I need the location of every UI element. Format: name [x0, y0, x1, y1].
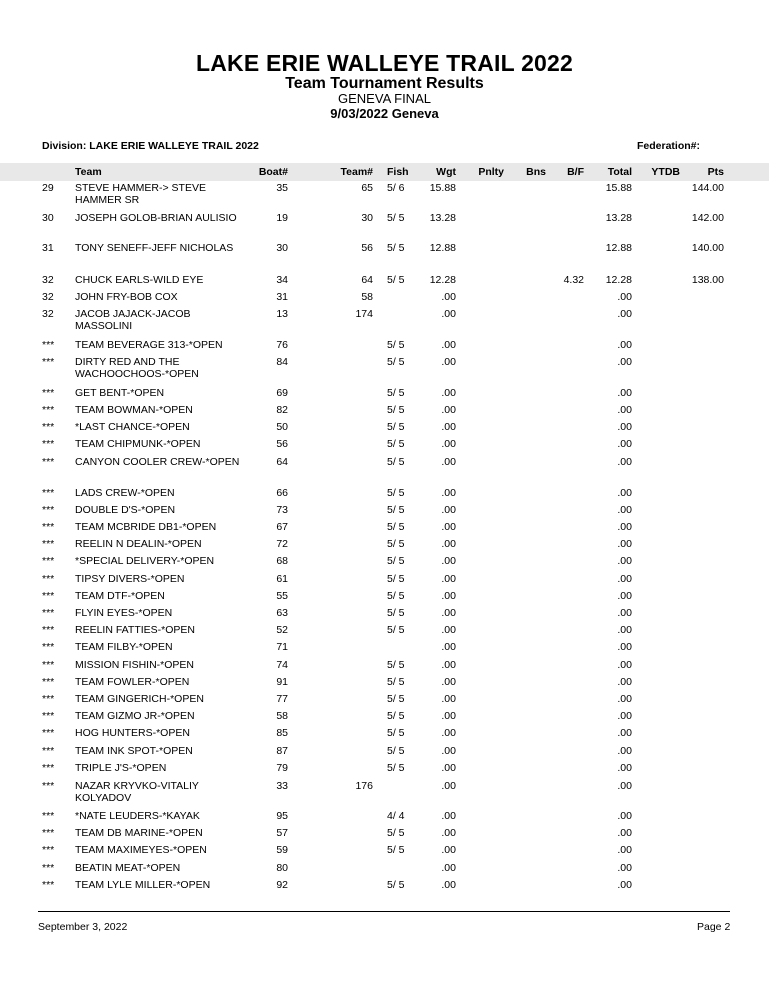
cell-team: TEAM MAXIMEYES-*OPEN — [75, 844, 207, 856]
cell-team: REELIN N DEALIN-*OPEN — [75, 538, 202, 550]
cell-place: *** — [42, 641, 55, 653]
cell-team-number: 64 — [361, 274, 373, 286]
cell-place: 32 — [42, 291, 54, 303]
cell-fish: 5/ 5 — [387, 762, 405, 774]
cell-team: LADS CREW-*OPEN — [75, 487, 175, 499]
cell-team: TEAM LYLE MILLER-*OPEN — [75, 879, 211, 891]
cell-weight: .00 — [441, 438, 456, 450]
cell-total: .00 — [617, 827, 632, 839]
cell-boat: 55 — [276, 590, 288, 602]
cell-place: *** — [42, 521, 55, 533]
cell-team: *NATE LEUDERS-*KAYAK — [75, 810, 200, 822]
footer-date: September 3, 2022 — [38, 921, 128, 933]
cell-weight: .00 — [441, 827, 456, 839]
cell-team: TEAM MCBRIDE DB1-*OPEN — [75, 521, 217, 533]
cell-total: .00 — [617, 590, 632, 602]
cell-fish: 5/ 5 — [387, 504, 405, 516]
report-subtitle: Team Tournament Results — [285, 75, 484, 92]
cell-boat: 33 — [276, 780, 288, 792]
cell-team: *LAST CHANCE-*OPEN — [75, 421, 190, 433]
cell-team: TEAM BEVERAGE 313-*OPEN — [75, 339, 223, 351]
cell-weight: 12.88 — [429, 242, 456, 254]
cell-team: TEAM GINGERICH-*OPEN — [75, 693, 204, 705]
cell-weight: .00 — [441, 308, 456, 320]
cell-total: .00 — [617, 810, 632, 822]
col-fish: Fish — [387, 166, 409, 178]
cell-weight: 13.28 — [429, 212, 456, 224]
cell-team: DIRTY RED AND THE WACHOOCHOOS-*OPEN — [75, 356, 199, 380]
report-title: LAKE ERIE WALLEYE TRAIL 2022 — [195, 50, 574, 76]
cell-boat: 13 — [276, 308, 288, 320]
cell-boat: 30 — [276, 242, 288, 254]
cell-total: .00 — [617, 745, 632, 757]
cell-big-fish: 4.32 — [563, 274, 584, 286]
cell-team-number: 65 — [361, 182, 373, 194]
federation-label: Federation#: — [637, 140, 701, 152]
cell-boat: 35 — [276, 182, 288, 194]
cell-weight: .00 — [441, 762, 456, 774]
cell-boat: 68 — [276, 555, 288, 567]
cell-total: .00 — [617, 456, 632, 468]
cell-place: *** — [42, 827, 55, 839]
cell-fish: 5/ 6 — [387, 182, 405, 194]
cell-team: TEAM INK SPOT-*OPEN — [75, 745, 193, 757]
cell-boat: 34 — [276, 274, 288, 286]
cell-boat: 19 — [276, 212, 288, 224]
cell-fish: 5/ 5 — [387, 521, 405, 533]
cell-team: BEATIN MEAT-*OPEN — [75, 862, 181, 874]
cell-place: *** — [42, 659, 55, 671]
cell-total: .00 — [617, 521, 632, 533]
col-team: Team — [75, 166, 102, 178]
cell-team-number: 58 — [361, 291, 373, 303]
cell-weight: .00 — [441, 356, 456, 368]
col-points: Pts — [707, 166, 724, 178]
col-total: Total — [607, 166, 632, 178]
cell-fish: 5/ 5 — [387, 387, 405, 399]
cell-boat: 73 — [276, 504, 288, 516]
report-header — [0, 50, 769, 121]
cell-boat: 56 — [276, 438, 288, 450]
col-team-number: Team# — [340, 166, 373, 178]
cell-team: TEAM DB MARINE-*OPEN — [75, 827, 203, 839]
cell-boat: 69 — [276, 387, 288, 399]
cell-place: *** — [42, 538, 55, 550]
cell-fish: 5/ 5 — [387, 827, 405, 839]
cell-total: .00 — [617, 438, 632, 450]
cell-weight: .00 — [441, 456, 456, 468]
cell-points: 144.00 — [691, 182, 724, 194]
cell-team: FLYIN EYES-*OPEN — [75, 607, 173, 619]
cell-boat: 84 — [276, 356, 288, 368]
cell-place: *** — [42, 421, 55, 433]
cell-boat: 79 — [276, 762, 288, 774]
cell-team-number: 176 — [355, 780, 373, 792]
cell-fish: 5/ 5 — [387, 274, 405, 286]
cell-boat: 91 — [276, 676, 288, 688]
cell-boat: 71 — [276, 641, 288, 653]
cell-boat: 67 — [276, 521, 288, 533]
col-bonus: Bns — [526, 166, 546, 178]
event-date-location: 9/03/2022 Geneva — [330, 106, 439, 121]
col-penalty: Pnlty — [478, 166, 504, 178]
cell-total: .00 — [617, 487, 632, 499]
cell-place: *** — [42, 607, 55, 619]
cell-team: TEAM GIZMO JR-*OPEN — [75, 710, 195, 722]
cell-fish: 5/ 5 — [387, 710, 405, 722]
cell-total: .00 — [617, 693, 632, 705]
cell-total: 13.28 — [605, 212, 632, 224]
cell-team: TEAM FOWLER-*OPEN — [75, 676, 190, 688]
cell-boat: 64 — [276, 456, 288, 468]
cell-fish: 5/ 5 — [387, 844, 405, 856]
cell-total: .00 — [617, 404, 632, 416]
cell-fish: 5/ 5 — [387, 745, 405, 757]
cell-weight: .00 — [441, 504, 456, 516]
cell-place: *** — [42, 555, 55, 567]
cell-team: DOUBLE D'S-*OPEN — [75, 504, 176, 516]
cell-weight: .00 — [441, 555, 456, 567]
cell-weight: .00 — [441, 727, 456, 739]
cell-weight: .00 — [441, 676, 456, 688]
col-ytdb: YTDB — [651, 166, 680, 178]
footer-page-number: Page 2 — [697, 921, 731, 933]
cell-boat: 61 — [276, 573, 288, 585]
cell-total: .00 — [617, 538, 632, 550]
cell-place: *** — [42, 573, 55, 585]
cell-fish: 5/ 5 — [387, 607, 405, 619]
cell-total: .00 — [617, 308, 632, 320]
cell-total: .00 — [617, 356, 632, 368]
cell-weight: .00 — [441, 387, 456, 399]
cell-boat: 87 — [276, 745, 288, 757]
cell-total: .00 — [617, 555, 632, 567]
cell-weight: .00 — [441, 421, 456, 433]
cell-boat: 63 — [276, 607, 288, 619]
cell-weight: .00 — [441, 862, 456, 874]
cell-place: *** — [42, 780, 55, 792]
cell-team: NAZAR KRYVKO-VITALIY KOLYADOV — [75, 780, 199, 804]
cell-weight: .00 — [441, 659, 456, 671]
cell-total: .00 — [617, 659, 632, 671]
cell-fish: 5/ 5 — [387, 879, 405, 891]
cell-total: .00 — [617, 607, 632, 619]
cell-boat: 82 — [276, 404, 288, 416]
cell-boat: 57 — [276, 827, 288, 839]
cell-team: CHUCK EARLS-WILD EYE — [75, 274, 204, 286]
cell-total: .00 — [617, 624, 632, 636]
cell-weight: .00 — [441, 487, 456, 499]
cell-points: 138.00 — [691, 274, 724, 286]
cell-place: *** — [42, 693, 55, 705]
cell-total: .00 — [617, 504, 632, 516]
cell-total: .00 — [617, 387, 632, 399]
cell-place: *** — [42, 862, 55, 874]
cell-fish: 5/ 5 — [387, 421, 405, 433]
cell-total: .00 — [617, 421, 632, 433]
cell-fish: 5/ 5 — [387, 339, 405, 351]
cell-place: 32 — [42, 274, 54, 286]
cell-total: .00 — [617, 641, 632, 653]
cell-team: JOSEPH GOLOB-BRIAN AULISIO — [75, 212, 237, 224]
cell-boat: 74 — [276, 659, 288, 671]
cell-fish: 5/ 5 — [387, 212, 405, 224]
cell-team: HOG HUNTERS-*OPEN — [75, 727, 190, 739]
cell-boat: 58 — [276, 710, 288, 722]
cell-place: *** — [42, 356, 55, 368]
cell-fish: 5/ 5 — [387, 727, 405, 739]
cell-points: 142.00 — [691, 212, 724, 224]
cell-place: *** — [42, 339, 55, 351]
cell-team: JACOB JAJACK-JACOB MASSOLINI — [75, 308, 191, 332]
cell-weight: .00 — [441, 641, 456, 653]
cell-weight: .00 — [441, 624, 456, 636]
cell-team: GET BENT-*OPEN — [75, 387, 165, 399]
cell-place: *** — [42, 745, 55, 757]
cell-weight: .00 — [441, 404, 456, 416]
cell-fish: 5/ 5 — [387, 438, 405, 450]
cell-place: 32 — [42, 308, 54, 320]
cell-boat: 85 — [276, 727, 288, 739]
cell-total: .00 — [617, 676, 632, 688]
cell-team: STEVE HAMMER-> STEVE HAMMER SR — [75, 182, 206, 206]
cell-boat: 52 — [276, 624, 288, 636]
cell-boat: 59 — [276, 844, 288, 856]
footer-divider — [38, 911, 730, 912]
cell-place: *** — [42, 844, 55, 856]
cell-place: *** — [42, 710, 55, 722]
cell-place: 29 — [42, 182, 54, 194]
cell-team: TEAM DTF-*OPEN — [75, 590, 165, 602]
cell-total: .00 — [617, 710, 632, 722]
cell-weight: .00 — [441, 607, 456, 619]
cell-weight: .00 — [441, 291, 456, 303]
cell-team: MISSION FISHIN-*OPEN — [75, 659, 195, 671]
cell-fish: 5/ 5 — [387, 590, 405, 602]
col-boat: Boat# — [258, 166, 288, 178]
cell-weight: .00 — [441, 339, 456, 351]
cell-team: *SPECIAL DELIVERY-*OPEN — [75, 555, 215, 567]
cell-fish: 5/ 5 — [387, 573, 405, 585]
cell-total: 15.88 — [605, 182, 632, 194]
cell-place: *** — [42, 762, 55, 774]
cell-total: .00 — [617, 573, 632, 585]
cell-points: 140.00 — [691, 242, 724, 254]
cell-fish: 5/ 5 — [387, 456, 405, 468]
cell-boat: 77 — [276, 693, 288, 705]
cell-weight: .00 — [441, 573, 456, 585]
cell-team-number: 56 — [361, 242, 373, 254]
cell-total: .00 — [617, 862, 632, 874]
table-header — [0, 163, 769, 181]
cell-place: *** — [42, 404, 55, 416]
cell-boat: 95 — [276, 810, 288, 822]
cell-fish: 4/ 4 — [387, 810, 405, 822]
cell-boat: 92 — [276, 879, 288, 891]
cell-weight: .00 — [441, 879, 456, 891]
cell-fish: 5/ 5 — [387, 356, 405, 368]
cell-fish: 5/ 5 — [387, 659, 405, 671]
cell-team: JOHN FRY-BOB COX — [75, 291, 178, 303]
cell-weight: .00 — [441, 780, 456, 792]
cell-place: *** — [42, 487, 55, 499]
cell-place: *** — [42, 504, 55, 516]
cell-fish: 5/ 5 — [387, 555, 405, 567]
cell-weight: .00 — [441, 844, 456, 856]
cell-fish: 5/ 5 — [387, 676, 405, 688]
cell-team: TRIPLE J'S-*OPEN — [75, 762, 167, 774]
cell-total: .00 — [617, 844, 632, 856]
cell-fish: 5/ 5 — [387, 693, 405, 705]
cell-place: *** — [42, 387, 55, 399]
col-big-fish: B/F — [567, 166, 584, 178]
cell-fish: 5/ 5 — [387, 624, 405, 636]
cell-weight: .00 — [441, 590, 456, 602]
cell-fish: 5/ 5 — [387, 404, 405, 416]
cell-place: *** — [42, 810, 55, 822]
cell-boat: 72 — [276, 538, 288, 550]
cell-weight: 15.88 — [429, 182, 456, 194]
cell-place: 30 — [42, 212, 54, 224]
cell-place: *** — [42, 456, 55, 468]
cell-total: .00 — [617, 339, 632, 351]
cell-total: .00 — [617, 879, 632, 891]
cell-place: *** — [42, 438, 55, 450]
cell-place: *** — [42, 879, 55, 891]
event-name: GENEVA FINAL — [338, 91, 431, 106]
cell-weight: .00 — [441, 521, 456, 533]
cell-boat: 80 — [276, 862, 288, 874]
cell-total: 12.28 — [605, 274, 632, 286]
cell-team-number: 30 — [361, 212, 373, 224]
cell-place: 31 — [42, 242, 54, 254]
division-label: Division: LAKE ERIE WALLEYE TRAIL 2022 — [42, 140, 259, 152]
cell-team: TEAM BOWMAN-*OPEN — [75, 404, 193, 416]
cell-team-number: 174 — [355, 308, 373, 320]
cell-boat: 76 — [276, 339, 288, 351]
cell-weight: .00 — [441, 710, 456, 722]
cell-boat: 31 — [276, 291, 288, 303]
cell-place: *** — [42, 624, 55, 636]
cell-weight: .00 — [441, 810, 456, 822]
cell-total: .00 — [617, 780, 632, 792]
cell-boat: 50 — [276, 421, 288, 433]
cell-boat: 66 — [276, 487, 288, 499]
cell-team: TONY SENEFF-JEFF NICHOLAS — [75, 242, 234, 254]
cell-team: CANYON COOLER CREW-*OPEN — [75, 456, 240, 468]
cell-place: *** — [42, 727, 55, 739]
cell-fish: 5/ 5 — [387, 538, 405, 550]
cell-weight: 12.28 — [429, 274, 456, 286]
cell-place: *** — [42, 590, 55, 602]
cell-weight: .00 — [441, 538, 456, 550]
cell-weight: .00 — [441, 693, 456, 705]
cell-team: REELIN FATTIES-*OPEN — [75, 624, 195, 636]
cell-team: TEAM FILBY-*OPEN — [75, 641, 173, 653]
cell-team: TIPSY DIVERS-*OPEN — [75, 573, 185, 585]
cell-fish: 5/ 5 — [387, 487, 405, 499]
cell-fish: 5/ 5 — [387, 242, 405, 254]
col-weight: Wgt — [436, 166, 456, 178]
cell-place: *** — [42, 676, 55, 688]
cell-total: .00 — [617, 291, 632, 303]
cell-total: .00 — [617, 762, 632, 774]
cell-weight: .00 — [441, 745, 456, 757]
cell-team: TEAM CHIPMUNK-*OPEN — [75, 438, 201, 450]
cell-total: 12.88 — [605, 242, 632, 254]
cell-total: .00 — [617, 727, 632, 739]
